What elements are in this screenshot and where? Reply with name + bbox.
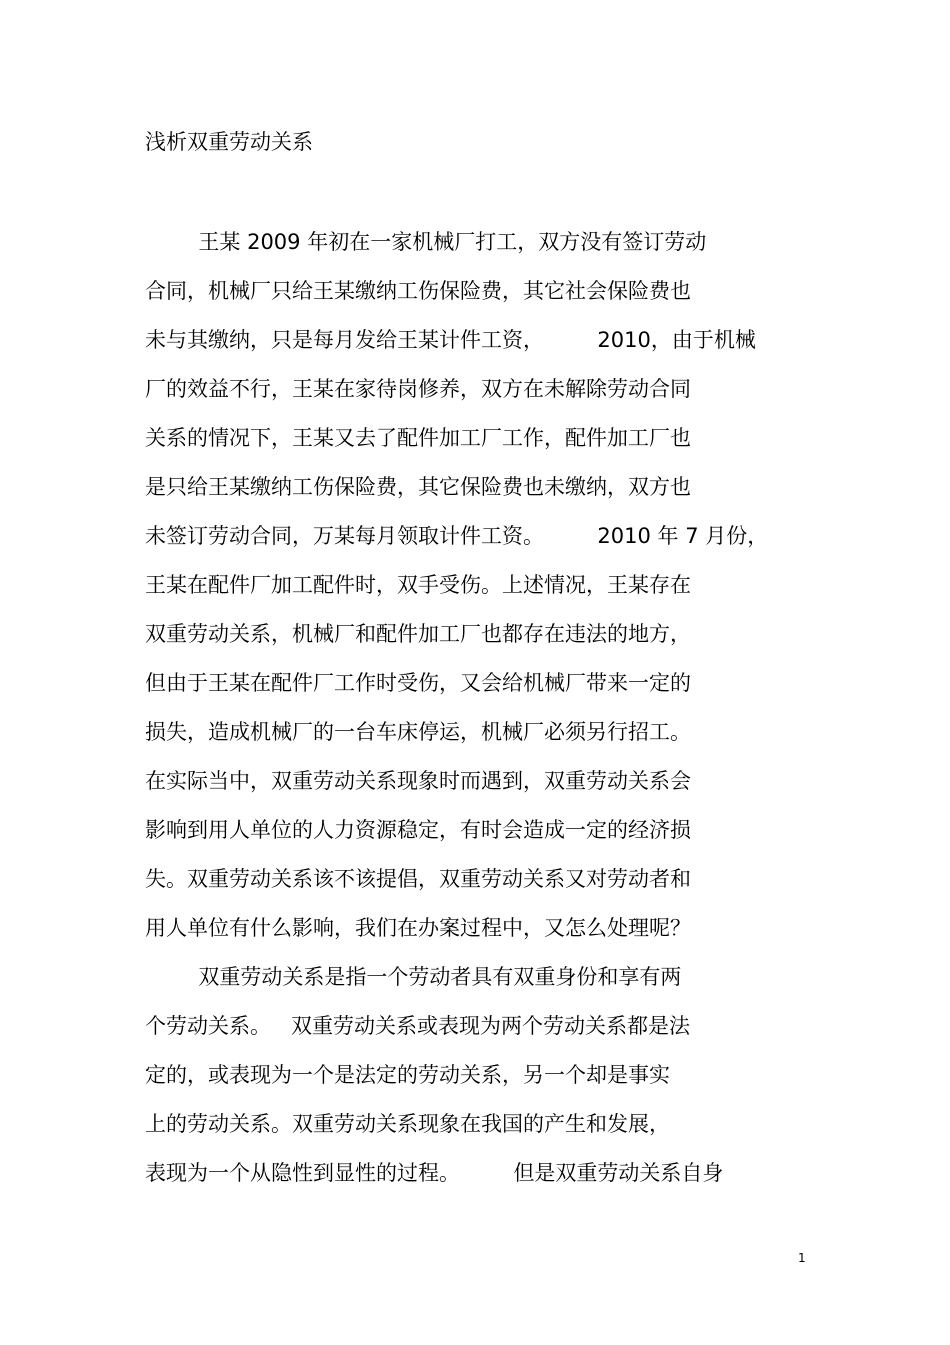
- body-line: 未与其缴纳，只是每月发给王某计件工资， 2010，由于机械: [145, 328, 756, 352]
- body-line: 未签订劳动合同，万某每月领取计件工资。 2010 年 7 月份，: [145, 524, 769, 548]
- body-line: 双重劳动关系是指一个劳动者具有双重身份和享有两: [145, 965, 682, 989]
- body-line: 但由于王某在配件厂工作时受伤，又会给机械厂带来一定的: [145, 671, 691, 695]
- body-line: 是只给王某缴纳工伤保险费，其它保险费也未缴纳，双方也: [145, 475, 691, 499]
- body-line: 个劳动关系。 双重劳动关系或表现为两个劳动关系都是法: [145, 1014, 691, 1038]
- document-body: [145, 227, 825, 1207]
- body-line: 双重劳动关系，机械厂和配件加工厂也都存在违法的地方，: [145, 622, 691, 646]
- body-line: 定的，或表现为一个是法定的劳动关系，另一个却是事实: [145, 1063, 670, 1087]
- page-number: 1: [798, 1251, 806, 1265]
- body-line: 用人单位有什么影响，我们在办案过程中，又怎么处理呢？: [145, 916, 691, 940]
- body-line: 王某在配件厂加工配件时，双手受伤。上述情况，王某存在: [145, 573, 691, 597]
- body-line: 关系的情况下，王某又去了配件加工厂工作，配件加工厂也: [145, 426, 691, 450]
- body-line: 损失，造成机械厂的一台车床停运，机械厂必须另行招工。: [145, 720, 691, 744]
- body-line: 合同，机械厂只给王某缴纳工伤保险费，其它社会保险费也: [145, 279, 691, 303]
- body-line: 影响到用人单位的人力资源稳定，有时会造成一定的经济损: [145, 818, 691, 842]
- body-line: 厂的效益不行，王某在家待岗修养，双方在未解除劳动合同: [145, 377, 691, 401]
- body-line: 上的劳动关系。双重劳动关系现象在我国的产生和发展，: [145, 1112, 670, 1136]
- document-title: 浅析双重劳动关系: [145, 130, 313, 154]
- body-line: 在实际当中，双重劳动关系现象时而遇到，双重劳动关系会: [145, 769, 691, 793]
- body-line: 表现为一个从隐性到显性的过程。 但是双重劳动关系自身: [145, 1161, 724, 1185]
- body-line: 失。双重劳动关系该不该提倡，双重劳动关系又对劳动者和: [145, 867, 691, 891]
- body-line: 王某 2009 年初在一家机械厂打工，双方没有签订劳动: [145, 230, 707, 254]
